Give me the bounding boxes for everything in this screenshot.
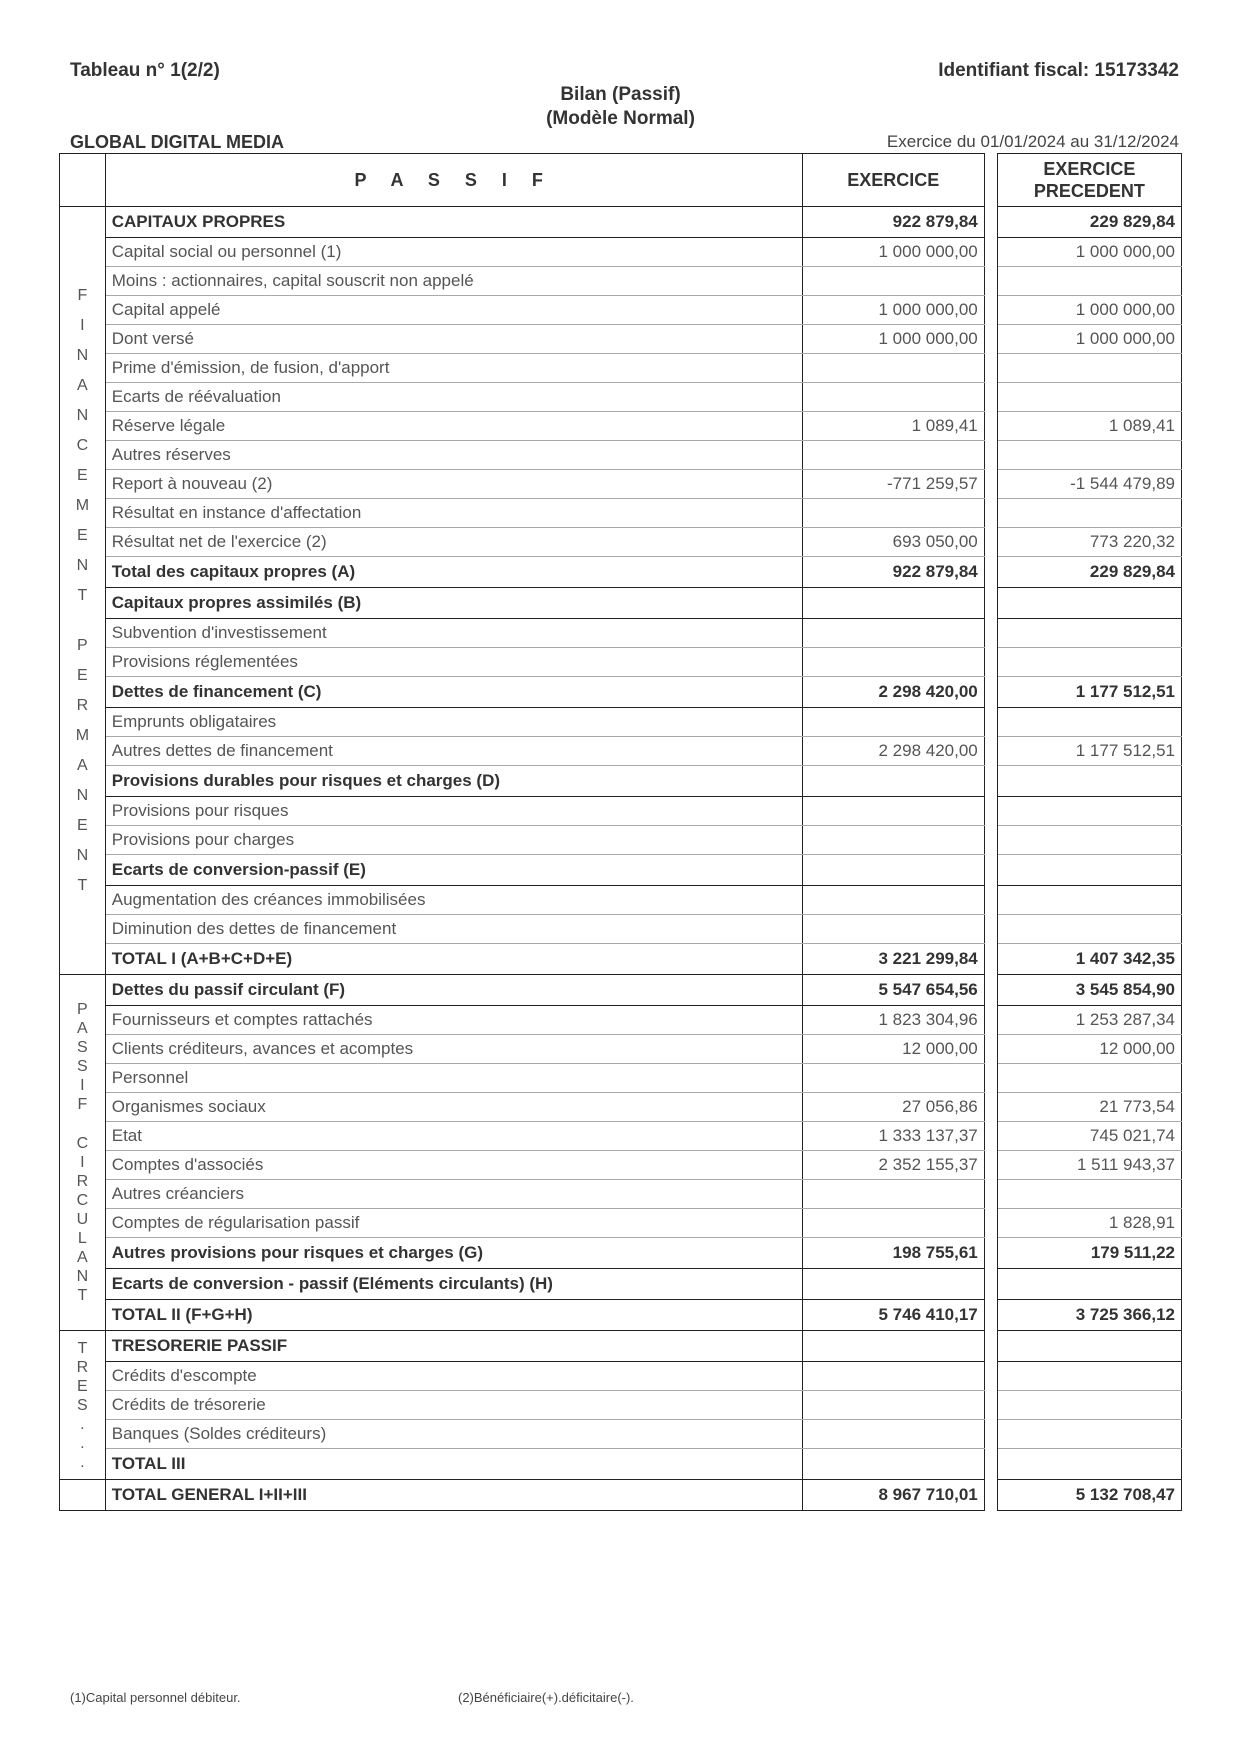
table-row [60,1362,1182,1391]
exercice-value [802,499,984,528]
exercice-period: Exercice du 01/01/2024 au 31/12/2024 [886,132,1179,151]
table-row [60,1180,1182,1209]
exercice-precedent-value [997,766,1181,797]
exercice-value [802,1391,984,1420]
row-label: Autres créanciers [105,1180,802,1209]
side-letter: U [76,1211,89,1228]
row-label: Dettes du passif circulant (F) [105,975,802,1006]
exercice-header: EXERCICE [802,154,984,207]
row-label: Organismes sociaux [105,1093,802,1122]
exercice-value: 2 352 155,37 [802,1151,984,1180]
passif-header: P A S S I F [105,154,802,207]
side-letter: R [76,1358,89,1376]
column-gap [984,588,997,619]
column-gap [984,296,997,325]
exercice-value: 5 547 654,56 [802,975,984,1006]
table-row [60,1064,1182,1093]
side-letter: E [77,1377,88,1395]
exercice-precedent-value: 1 177 512,51 [997,677,1181,708]
table-row [60,944,1182,975]
row-label: Provisions réglementées [105,648,802,677]
row-label: Etat [105,1122,802,1151]
column-gap [984,797,997,826]
column-gap [984,619,997,648]
exercice-precedent-value [997,886,1181,915]
table-row [60,708,1182,737]
exercice-value [802,383,984,412]
exercice-value: 2 298 420,00 [802,677,984,708]
exercice-value [802,1064,984,1093]
row-label: Fournisseurs et comptes rattachés [105,1006,802,1035]
exercice-precedent-value [997,1420,1181,1449]
row-label: Capital social ou personnel (1) [105,238,802,267]
row-label: Prime d'émission, de fusion, d'apport [105,354,802,383]
table-row [60,677,1182,708]
column-gap [984,1035,997,1064]
exercice-precedent-value [997,1064,1181,1093]
side-letter: R [76,1173,89,1190]
side-letter: M [75,726,90,744]
row-label: Ecarts de conversion-passif (E) [105,855,802,886]
row-label: Subvention d'investissement [105,619,802,648]
table-row [60,296,1182,325]
exercice-precedent-value: 3 725 366,12 [997,1300,1181,1331]
table-row [60,238,1182,267]
side-letter: C [76,436,89,454]
side-letter: P [77,1001,88,1018]
column-gap [984,975,997,1006]
side-label-financement [60,207,106,975]
column-gap [984,855,997,886]
row-label: Comptes de régularisation passif [105,1209,802,1238]
row-label: TOTAL III [105,1449,802,1480]
table-row [60,1006,1182,1035]
column-gap [984,826,997,855]
side-letter: S [77,1058,88,1075]
side-letter [77,1114,89,1134]
side-letter: F [77,1096,88,1113]
table-row [60,1151,1182,1180]
side-letter: . [80,1415,85,1433]
row-label: Autres provisions pour risques et charges (G) [105,1238,802,1269]
exercice-value [802,354,984,383]
exercice-precedent-value [997,1449,1181,1480]
exercice-precedent-value: 179 511,22 [997,1238,1181,1269]
exercice-precedent-value [997,708,1181,737]
exercice-value [802,886,984,915]
exercice-value [802,826,984,855]
page-subtitle: (Modèle Normal) [546,108,695,129]
exercice-value [802,1362,984,1391]
row-label: Emprunts obligataires [105,708,802,737]
exercice-precedent-value: 745 021,74 [997,1122,1181,1151]
exercice-value [802,588,984,619]
exercice-precedent-value [997,619,1181,648]
exercice-precedent-value: 229 829,84 [997,207,1181,238]
side-letter: A [77,1020,88,1037]
exercice-precedent-value: -1 544 479,89 [997,470,1181,499]
column-gap [984,708,997,737]
column-gap [984,325,997,354]
side-letter: T [77,1339,88,1357]
company-name: GLOBAL DIGITAL MEDIA [70,132,284,152]
exercice-precedent-value: 229 829,84 [997,557,1181,588]
table-row [60,737,1182,766]
exercice-precedent-value: 3 545 854,90 [997,975,1181,1006]
column-gap [984,944,997,975]
exercice-value [802,619,984,648]
table-row [60,1300,1182,1331]
column-gap [984,1300,997,1331]
side-letter [76,611,89,631]
table-row [60,1122,1182,1151]
exercice-precedent-value: 1 407 342,35 [997,944,1181,975]
exercice-value: 8 967 710,01 [802,1480,984,1511]
exercice-value [802,441,984,470]
exercice-precedent-value: 12 000,00 [997,1035,1181,1064]
side-letter: N [76,556,89,574]
row-label: Clients créditeurs, avances et acomptes [105,1035,802,1064]
exercice-value: 27 056,86 [802,1093,984,1122]
table-row [60,1269,1182,1300]
side-letter: R [76,696,89,714]
row-label: Résultat net de l'exercice (2) [105,528,802,557]
table-row [60,470,1182,499]
column-gap [984,354,997,383]
exercice-value: 5 746 410,17 [802,1300,984,1331]
column-gap [984,441,997,470]
table-row [60,499,1182,528]
table-row [60,325,1182,354]
exercice-value: 198 755,61 [802,1238,984,1269]
exercice-value: 1 000 000,00 [802,325,984,354]
column-gap [984,1449,997,1480]
exercice-precedent-value [997,1180,1181,1209]
exercice-value [802,1449,984,1480]
table-header-row [60,154,1182,207]
exercice-precedent-value: 5 132 708,47 [997,1480,1181,1511]
exercice-precedent-value [997,797,1181,826]
side-letter: S [77,1396,88,1414]
table-row [60,826,1182,855]
column-gap [984,1391,997,1420]
exercice-value [802,648,984,677]
exercice-value: -771 259,57 [802,470,984,499]
row-label: Moins : actionnaires, capital souscrit non appelé [105,267,802,296]
column-gap [984,1420,997,1449]
exercice-value: 922 879,84 [802,557,984,588]
side-letter: E [77,466,88,484]
table-row [60,1391,1182,1420]
table-row [60,975,1182,1006]
row-label: Provisions pour charges [105,826,802,855]
precedent-header-line2: PRECEDENT [1033,181,1145,201]
exercice-precedent-value: 1 177 512,51 [997,737,1181,766]
side-letter: T [77,1287,88,1304]
table-row [60,1209,1182,1238]
exercice-value: 1 000 000,00 [802,238,984,267]
exercice-value [802,1180,984,1209]
column-gap [984,1064,997,1093]
exercice-value: 1 823 304,96 [802,1006,984,1035]
exercice-value: 693 050,00 [802,528,984,557]
exercice-precedent-value: 1 828,91 [997,1209,1181,1238]
column-gap [984,412,997,441]
exercice-precedent-value [997,354,1181,383]
side-letter: M [75,496,90,514]
side-letter: N [76,846,89,864]
row-label: Capitaux propres assimilés (B) [105,588,802,619]
side-letter: F [77,286,88,304]
table-row [60,855,1182,886]
table-row [60,1331,1182,1362]
side-letter: A [77,1249,88,1266]
table-row [60,207,1182,238]
column-gap [984,1209,997,1238]
column-gap [984,737,997,766]
side-letter: S [77,1039,88,1056]
footnote-1: (1)Capital personnel débiteur. [70,1690,241,1705]
row-label: Ecarts de conversion - passif (Eléments circulants) (H) [105,1269,802,1300]
row-label: Ecarts de réévaluation [105,383,802,412]
column-gap [984,886,997,915]
exercice-value: 922 879,84 [802,207,984,238]
page-title: Bilan (Passif) [560,84,681,105]
exercice-precedent-value [997,1362,1181,1391]
column-gap [984,1122,997,1151]
table-row [60,354,1182,383]
exercice-precedent-value: 21 773,54 [997,1093,1181,1122]
row-label: Personnel [105,1064,802,1093]
side-label-circulant [60,975,106,1331]
column-gap [984,1151,997,1180]
row-label: Réserve légale [105,412,802,441]
exercice-value [802,708,984,737]
row-label: Provisions pour risques [105,797,802,826]
table-row [60,1238,1182,1269]
exercice-precedent-value [997,588,1181,619]
exercice-value: 3 221 299,84 [802,944,984,975]
row-label: Report à nouveau (2) [105,470,802,499]
table-row [60,441,1182,470]
column-gap [984,1238,997,1269]
column-gap [984,238,997,267]
column-gap [984,470,997,499]
column-gap [984,1480,997,1511]
table-row [60,588,1182,619]
exercice-value: 12 000,00 [802,1035,984,1064]
exercice-precedent-value: 773 220,32 [997,528,1181,557]
exercice-precedent-value [997,1331,1181,1362]
side-letter: . [80,1434,85,1452]
table-row [60,886,1182,915]
side-letter: I [80,1077,85,1094]
table-row [60,915,1182,944]
table-row [60,1480,1182,1511]
side-label-general [60,1480,106,1511]
table-row [60,797,1182,826]
exercice-precedent-value [997,1391,1181,1420]
exercice-value [802,1331,984,1362]
side-label-tresorerie [60,1331,106,1480]
row-label: Comptes d'associés [105,1151,802,1180]
exercice-precedent-value: 1 253 287,34 [997,1006,1181,1035]
exercice-precedent-value: 1 000 000,00 [997,296,1181,325]
exercice-value [802,766,984,797]
side-letter: N [76,346,89,364]
side-header-cell [60,154,106,207]
row-label: Autres dettes de financement [105,737,802,766]
exercice-precedent-value [997,1269,1181,1300]
exercice-precedent-value: 1 000 000,00 [997,238,1181,267]
column-gap [984,1362,997,1391]
exercice-precedent-value [997,855,1181,886]
row-label: Résultat en instance d'affectation [105,499,802,528]
row-label: TOTAL II (F+G+H) [105,1300,802,1331]
column-gap [984,1331,997,1362]
exercice-precedent-value [997,648,1181,677]
table-row [60,648,1182,677]
row-label: TOTAL I (A+B+C+D+E) [105,944,802,975]
side-letter: N [76,406,89,424]
side-letter: E [77,666,88,684]
exercice-value: 2 298 420,00 [802,737,984,766]
column-gap [984,557,997,588]
table-row [60,1449,1182,1480]
row-label: Total des capitaux propres (A) [105,557,802,588]
column-gap [984,1269,997,1300]
row-label: Capital appelé [105,296,802,325]
row-label: Provisions durables pour risques et charges (D) [105,766,802,797]
exercice-value [802,267,984,296]
row-label: Crédits d'escompte [105,1362,802,1391]
side-letter: L [77,1230,87,1247]
column-gap [984,766,997,797]
exercice-value [802,1420,984,1449]
side-letter: N [76,1268,89,1285]
exercice-precedent-value [997,915,1181,944]
row-label: Diminution des dettes de financement [105,915,802,944]
column-gap [984,267,997,296]
column-gap [984,154,997,207]
table-row [60,267,1182,296]
table-row [60,1035,1182,1064]
exercice-precedent-value [997,499,1181,528]
bilan-passif-table [59,153,1182,1511]
exercice-value: 1 089,41 [802,412,984,441]
exercice-precedent-value: 1 511 943,37 [997,1151,1181,1180]
side-letter: . [80,1453,85,1471]
tableau-number: Tableau n° 1(2/2) [70,60,220,81]
exercice-precedent-value: 1 089,41 [997,412,1181,441]
side-letter: A [77,756,88,774]
side-letter: C [76,1192,89,1209]
table-row [60,766,1182,797]
column-gap [984,383,997,412]
table-row [60,557,1182,588]
side-letter: E [77,816,88,834]
exercice-value [802,1269,984,1300]
table-row [60,412,1182,441]
row-label: CAPITAUX PROPRES [105,207,802,238]
table-row [60,1093,1182,1122]
row-label: Crédits de trésorerie [105,1391,802,1420]
exercice-precedent-value [997,383,1181,412]
exercice-precedent-value [997,267,1181,296]
column-gap [984,207,997,238]
column-gap [984,1006,997,1035]
side-letter: C [76,1135,89,1152]
column-gap [984,499,997,528]
table-row [60,383,1182,412]
row-label: TOTAL GENERAL I+II+III [105,1480,802,1511]
side-letter: I [80,1154,85,1171]
table-row [60,528,1182,557]
footnote-2: (2)Bénéficiaire(+).déficitaire(-). [458,1690,634,1705]
row-label: Augmentation des créances immobilisées [105,886,802,915]
row-label: TRESORERIE PASSIF [105,1331,802,1362]
side-letter: I [80,316,85,334]
exercice-precedent-value [997,441,1181,470]
row-label: Autres réserves [105,441,802,470]
precedent-header-line1: EXERCICE [1043,159,1136,179]
exercice-value [802,1209,984,1238]
side-letter: T [77,876,88,894]
row-label: Dettes de financement (C) [105,677,802,708]
exercice-value: 1 333 137,37 [802,1122,984,1151]
exercice-value [802,855,984,886]
table-body [60,207,1182,1511]
table-row [60,619,1182,648]
side-letter: T [77,586,88,604]
column-gap [984,528,997,557]
table-row [60,1420,1182,1449]
column-gap [984,915,997,944]
column-gap [984,648,997,677]
row-label: Banques (Soldes créditeurs) [105,1420,802,1449]
exercice-precedent-header [997,154,1181,207]
side-letter: N [76,786,89,804]
row-label: Dont versé [105,325,802,354]
exercice-value [802,797,984,826]
side-letter: E [77,526,88,544]
column-gap [984,677,997,708]
exercice-precedent-value [997,826,1181,855]
fiscal-identifier: Identifiant fiscal: 15173342 [938,60,1179,81]
exercice-value: 1 000 000,00 [802,296,984,325]
column-gap [984,1093,997,1122]
exercice-value [802,915,984,944]
column-gap [984,1180,997,1209]
side-letter: P [77,636,88,654]
exercice-precedent-value: 1 000 000,00 [997,325,1181,354]
side-letter: A [77,376,88,394]
